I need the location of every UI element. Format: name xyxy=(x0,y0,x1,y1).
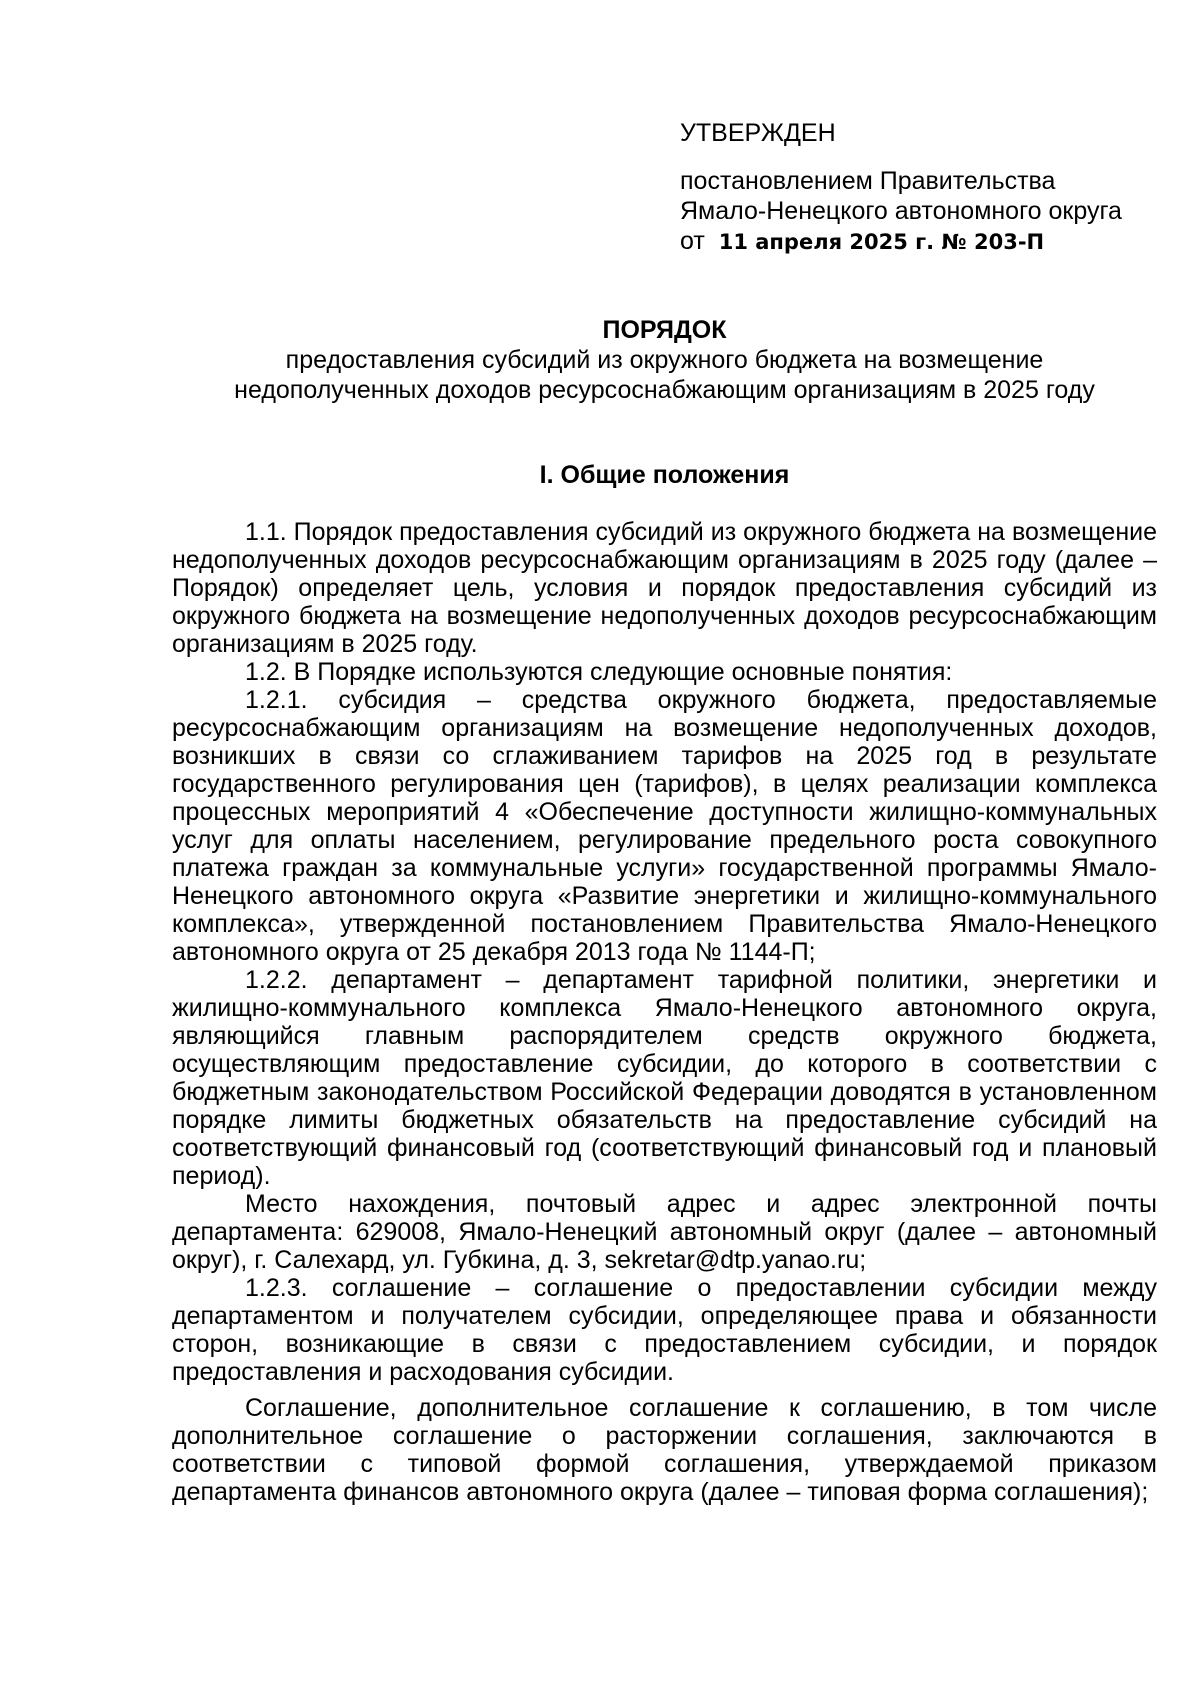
approval-date-line xyxy=(680,226,1180,257)
paragraph-1-2: 1.2. В Порядке используются следующие основные понятия: xyxy=(245,658,953,686)
approval-stamp-title: УТВЕРЖДЕН xyxy=(680,119,836,147)
approval-date-number: 11 апреля 2025 г. № 203-П xyxy=(718,230,1045,254)
approval-decree-line: постановлением Правительства xyxy=(680,167,1056,195)
paragraph-1-2-1: 1.2.1. субсидия – средства окружного бюджета, предоставляемые ресурсоснабжающим организациям на возмещение недополученных доходов, возникших в связи со сглаживанием тарифов на 2025 год в результате государственного регулирования цен (тарифов), в целях реализации комплекса процессных мероприятий 4 «Обеспечение доступности жилищно-коммунальных услуг для оплаты населением, регулирование предельного роста совокупного платежа граждан за коммунальные услуги» государственной программы Ямало-Ненецкого автономного округа «Развитие энергетики и жилищно-коммунального комплекса», утвержденной постановлением Правительства Ямало-Ненецкого автономного округа от 25 декабря 2013 года № 1144-П; xyxy=(172,686,1157,966)
document-subtitle-line-1: предоставления субсидий из окружного бюджета на возмещение xyxy=(285,346,1044,374)
paragraph-1-1: 1.1. Порядок предоставления субсидий из окружного бюджета на возмещение недополученных доходов ресурсоснабжающим организациям в 2025 году (далее – Порядок) определяет цель, условия и порядок предоставления субсидий из окружного бюджета на возмещение недополученных доходов ресурсоснабжающим организациям в 2025 году. xyxy=(172,518,1157,658)
document-title-block xyxy=(172,315,1157,405)
approval-date-prefix: от xyxy=(680,227,705,255)
document-title: ПОРЯДОК xyxy=(602,316,727,344)
section-title: I. Общие положения xyxy=(539,461,790,489)
approval-government-line: Ямало-Ненецкого автономного округа xyxy=(680,197,1122,225)
paragraph-1-2-2: 1.2.2. департамент – департамент тарифной политики, энергетики и жилищно-коммунального комплекса Ямало-Ненецкого автономного округа, являющийся главным распорядителем средств окружного бюджета, осуществляющим предоставление субсидии, до которого в соответствии с бюджетным законодательством Российской Федерации доводятся в установленном порядке лимиты бюджетных обязательств на предоставление субсидий на соответствующий финансовый год (соответствующий финансовый год и плановый период). xyxy=(172,966,1157,1190)
paragraph-agreement: Соглашение, дополнительное соглашение к соглашению, в том числе дополнительное соглашение о расторжении соглашения, заключаются в соответствии с типовой формой соглашения, утверждаемой приказом департамента финансов автономного округа (далее – типовая форма соглашения); xyxy=(172,1394,1157,1506)
document-subtitle-line-2: недополученных доходов ресурсоснабжающим организациям в 2025 году xyxy=(234,376,1095,404)
document-body xyxy=(172,518,1157,1506)
approval-block xyxy=(680,118,1180,257)
paragraph-1-2-3: 1.2.3. соглашение – соглашение о предоставлении субсидии между департаментом и получателем субсидии, определяющее права и обязанности сторон, возникающие в связи с предоставлением субсидии, и порядок предоставления и расходования субсидии. xyxy=(172,1274,1157,1386)
paragraph-address: Место нахождения, почтовый адрес и адрес электронной почты департамента: 629008, Ямало-Ненецкий автономный округ (далее – автономный округ), г. Салехард, ул. Губкина, д. 3, sekretar@dtp.yanao.ru; xyxy=(172,1190,1157,1274)
